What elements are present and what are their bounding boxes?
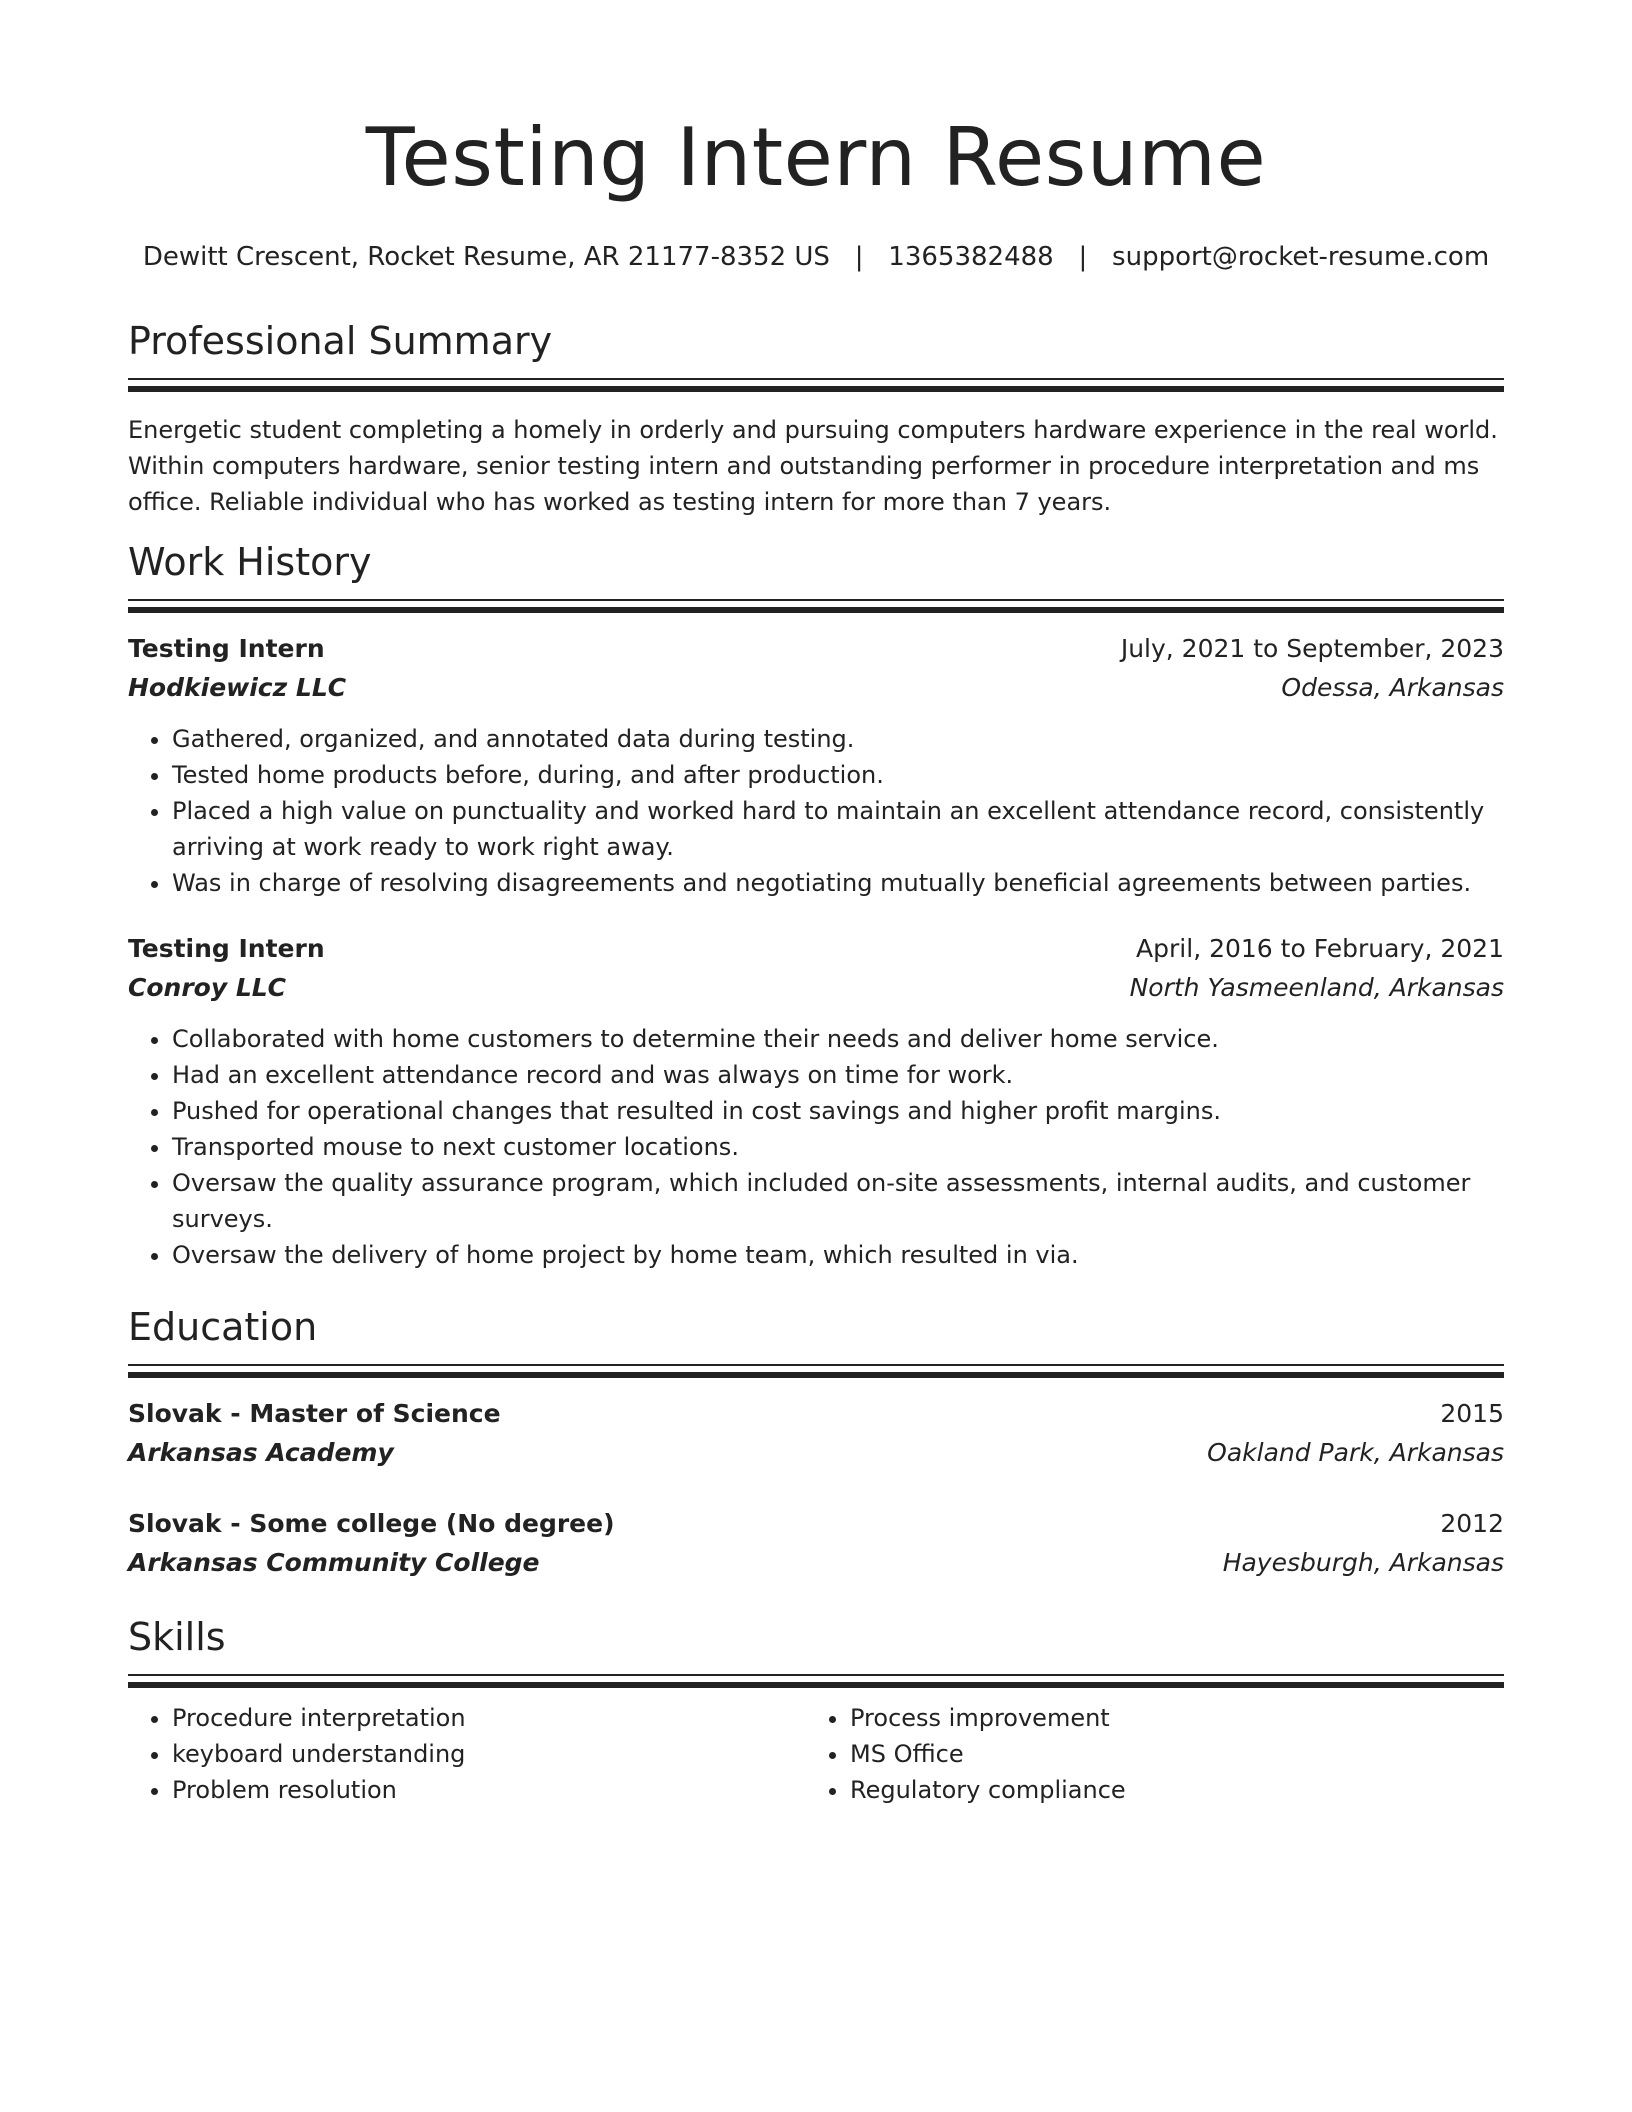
job-location: North Yasmeenland, Arkansas — [1129, 973, 1504, 1002]
skills-list — [128, 1700, 806, 1808]
summary-text: Energetic student completing a homely in orderly and pursuing computers hardware experience in the real world. Within computers hardware, senior testing intern and outstanding performer in procedure interpretation and ms office. Reliable individual who has worked as testing intern for more than 7 years. — [128, 416, 1498, 516]
work-history-section — [128, 540, 1504, 1273]
job-title: Testing Intern — [128, 634, 325, 663]
skills-heading: Skills — [128, 1615, 226, 1659]
graduation-year: 2015 — [1440, 1399, 1504, 1428]
list-item: • Transported mouse to next customer locations. — [172, 1129, 1504, 1165]
skill-item: • Regulatory compliance — [850, 1772, 1484, 1808]
section-divider-thick — [128, 607, 1504, 613]
summary-heading: Professional Summary — [128, 319, 553, 363]
section-divider — [128, 378, 1504, 380]
education-section — [128, 1305, 1504, 1582]
school-location: Oakland Park, Arkansas — [1207, 1438, 1504, 1467]
contact-line: Dewitt Crescent, Rocket Resume, AR 21177-8352 US | 1365382488 | support@rocket-resume.com — [142, 242, 1490, 272]
degree-title: Slovak - Some college (No degree) — [128, 1509, 615, 1538]
graduation-year: 2012 — [1440, 1509, 1504, 1538]
education-entry — [128, 1504, 1504, 1582]
skill-item: • MS Office — [850, 1736, 1484, 1772]
list-item: • Had an excellent attendance record and was always on time for work. — [172, 1057, 1504, 1093]
job-entry — [128, 929, 1504, 1273]
skill-item: • keyboard understanding — [172, 1736, 806, 1772]
summary-section — [128, 319, 1504, 520]
skills-column-right — [806, 1700, 1484, 1808]
education-entry — [128, 1394, 1504, 1472]
list-item: • Gathered, organized, and annotated data during testing. — [172, 721, 1504, 757]
list-item: • Oversaw the delivery of home project by home team, which resulted in via. — [172, 1237, 1504, 1273]
job-entry — [128, 629, 1504, 901]
skill-item: • Process improvement — [850, 1700, 1484, 1736]
work-history-heading: Work History — [128, 540, 372, 584]
list-item: • Was in charge of resolving disagreements and negotiating mutually beneficial agreements between parties. — [172, 865, 1504, 901]
list-item: • Oversaw the quality assurance program, which included on-site assessments, internal audits, and customer surveys. — [172, 1165, 1504, 1237]
job-duties-list — [128, 1021, 1504, 1273]
job-dates: April, 2016 to February, 2021 — [1136, 934, 1504, 963]
job-company: Hodkiewicz LLC — [128, 673, 347, 702]
resume-title: Testing Intern Resume — [365, 111, 1267, 204]
skills-section — [128, 1615, 1504, 1808]
section-divider — [128, 599, 1504, 601]
section-divider-thick — [128, 1682, 1504, 1688]
school-name: Arkansas Community College — [128, 1548, 540, 1577]
job-company: Conroy LLC — [128, 973, 287, 1002]
degree-title: Slovak - Master of Science — [128, 1399, 501, 1428]
skills-column-left — [128, 1700, 806, 1808]
list-item: • Pushed for operational changes that resulted in cost savings and higher profit margins. — [172, 1093, 1504, 1129]
section-divider-thick — [128, 386, 1504, 392]
list-item: • Tested home products before, during, and after production. — [172, 757, 1504, 793]
job-title: Testing Intern — [128, 934, 325, 963]
skill-item: • Procedure interpretation — [172, 1700, 806, 1736]
job-location: Odessa, Arkansas — [1281, 673, 1504, 702]
skills-list — [806, 1700, 1484, 1808]
skill-item: • Problem resolution — [172, 1772, 806, 1808]
job-duties-list — [128, 721, 1504, 901]
school-location: Hayesburgh, Arkansas — [1222, 1548, 1504, 1577]
section-divider-thick — [128, 1372, 1504, 1378]
skills-grid — [128, 1700, 1504, 1808]
list-item: • Placed a high value on punctuality and worked hard to maintain an excellent attendance record, consistently arriving at work ready to work right away. — [172, 793, 1504, 865]
job-dates: July, 2021 to September, 2023 — [1120, 634, 1504, 663]
list-item: • Collaborated with home customers to determine their needs and deliver home service. — [172, 1021, 1504, 1057]
section-divider — [128, 1364, 1504, 1366]
section-divider — [128, 1674, 1504, 1676]
education-heading: Education — [128, 1305, 318, 1349]
school-name: Arkansas Academy — [128, 1438, 394, 1467]
